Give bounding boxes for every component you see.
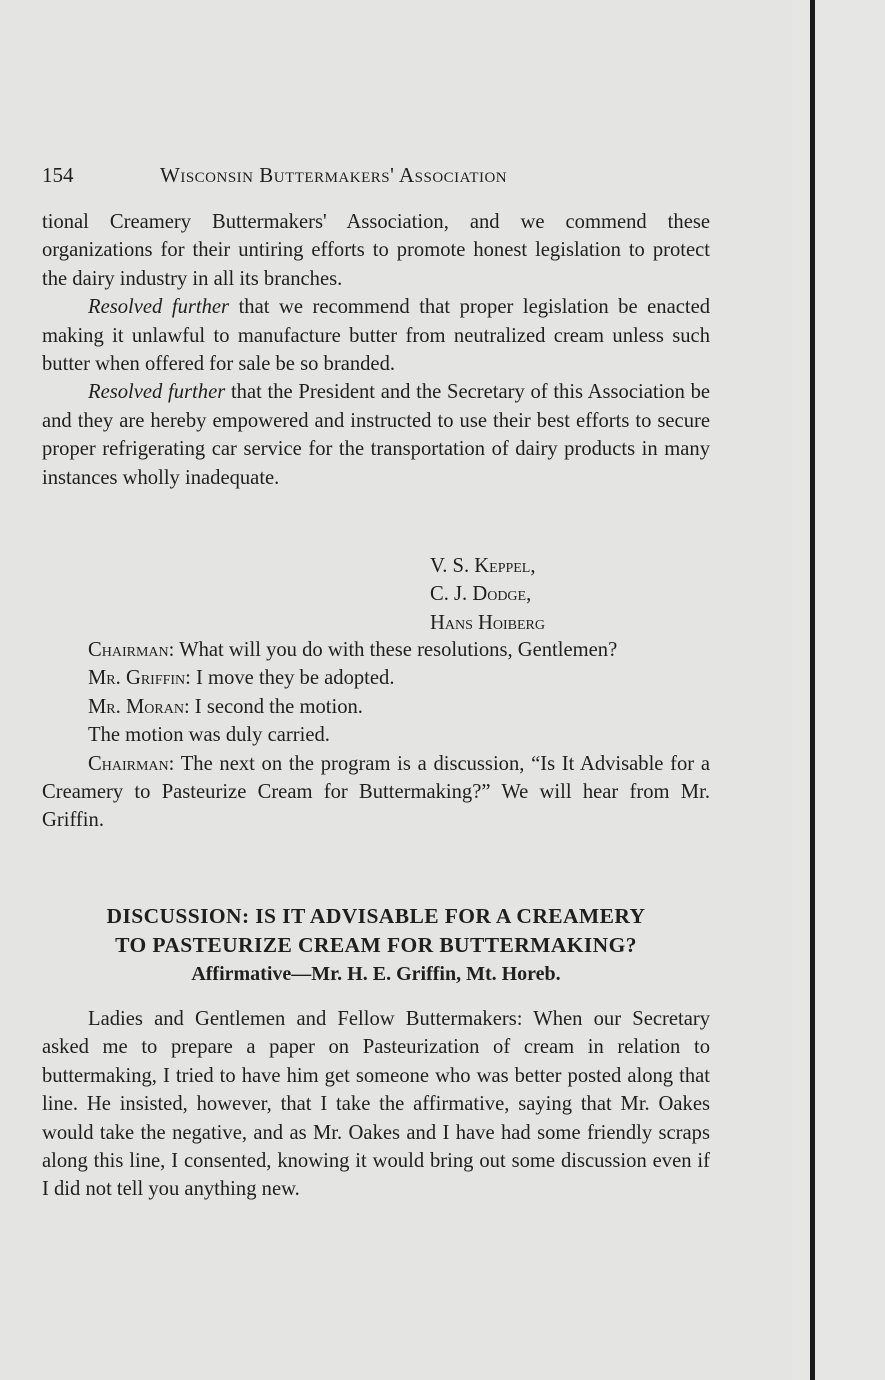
speech-text: : I second the motion. <box>183 695 363 718</box>
signature-dodge: C. J. Dodge, <box>430 583 532 606</box>
binding-edge <box>810 0 815 1380</box>
resolution-paragraph-3 <box>42 378 710 492</box>
section-title-line-2: TO PASTEURIZE CREAM FOR BUTTERMAKING? <box>115 933 637 957</box>
dialogue-line <box>42 664 710 692</box>
speaker-name: Chairman <box>88 639 169 661</box>
resolved-further-lead: Resolved further <box>88 296 230 319</box>
resolution-3-text: that the President and the Secretary of this Association be and they are hereby empowered and instructed to use their best efforts to secure proper refrigerating car service for the transportation of dairy products in many instances wholly inadequate. <box>42 381 711 489</box>
page-edge <box>792 0 885 1380</box>
running-head: Wisconsin Buttermakers' Association <box>160 163 508 187</box>
resolution-continuation: tional Creamery Buttermakers' Association, and we commend these organizations for their untiring efforts to promote honest legislation to protect the dairy industry in all its branches. <box>42 211 710 290</box>
resolved-further-lead: Resolved further <box>88 381 226 404</box>
signatures-block <box>430 552 690 637</box>
speech-paragraph: Ladies and Gentlemen and Fellow Buttermakers: When our Secretary asked me to prepare a paper on Pasteurization of cream in relation to buttermaking, I tried to have him get someone who was better posted along that line. He insisted, however, that I take the affirmative, saying that Mr. Oakes would take the negative, and as Mr. Oakes and I have had some friendly scraps along this line, I consented, knowing it would bring out some discussion even if I did not tell you anything new. <box>42 1008 710 1201</box>
signature-hoiberg: Hans Hoiberg <box>430 611 546 634</box>
section-title-line-1: DISCUSSION: IS IT ADVISABLE FOR A CREAMERY <box>106 904 646 928</box>
page-number: 154 <box>42 163 74 187</box>
dialogue-block <box>42 636 710 835</box>
speaker-name: Chairman <box>88 752 169 775</box>
page-header <box>42 160 602 190</box>
speech-block <box>42 1005 710 1204</box>
dialogue-line <box>42 750 710 835</box>
section-subtitle: Affirmative—Mr. H. E. Griffin, Mt. Horeb. <box>191 963 561 985</box>
resolution-paragraph-2 <box>42 293 710 378</box>
speech-text: The motion was duly carried. <box>88 724 330 747</box>
speech-text: : What will you do with these resolutions, Gentlemen? <box>168 639 618 661</box>
dialogue-line <box>42 693 710 721</box>
speech-text: : I move they be adopted. <box>185 667 395 690</box>
resolution-2-text: that we recommend that proper legislation be enacted making it unlawful to manufacture butter from neutralized cream unless such butter when offered for sale be so branded. <box>42 296 711 376</box>
resolutions-text <box>42 208 710 492</box>
dialogue-line <box>42 636 710 664</box>
dialogue-line <box>42 721 710 749</box>
signature-keppel: V. S. Keppel, <box>430 555 536 577</box>
speaker-name: Mr. Moran <box>88 695 184 718</box>
section-heading <box>42 902 710 989</box>
speaker-name: Mr. Griffin <box>88 667 186 690</box>
speech-text: : The next on the program is a discussion, “Is It Advisable for a Creamery to Pasteurize Cream for Buttermaking?” We will hear from Mr. Griffin. <box>42 752 710 832</box>
